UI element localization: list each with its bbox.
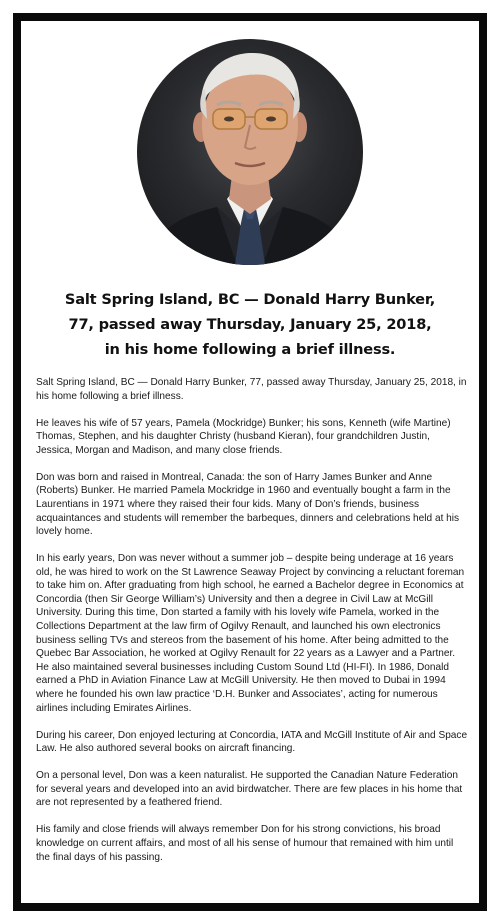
headline-line-1: Salt Spring Island, BC — Donald Harry Bunker, xyxy=(64,291,436,308)
portrait-photo-icon xyxy=(137,39,363,265)
paragraph-announcement: Salt Spring Island, BC — Donald Harry Bunker, 77, passed away Thursday, January 25, 2018, in his home following a brief illness. xyxy=(36,377,467,402)
paragraph-lecturing: During his career, Don enjoyed lecturing at Concordia, IATA and McGill Institute of Air and Space Law. He also authored several books on aircraft financing. xyxy=(36,729,468,755)
obituary-body xyxy=(36,376,468,878)
headline-line-3: in his home following a brief illness. xyxy=(104,341,396,358)
paragraph-career-history: In his early years, Don was never without a summer job – despite being underage at 16 years old, he was hired to work on the St Lawrence Seaway Project by convincing a reluctant foreman to take him on. After graduating from high school, he earned a Bachelor degree in Economics at Concordia (then Sir George William’s) University and then a degree in Civil Law at McGill University. During this time, Don started a family with his lovely wife Pamela, worked in the Collections Department at the law firm of Ogilvy Renault, and launched his own electronics business selling TVs and stereos from the basement of his home. After being admitted to the Quebec Bar Association, he worked at Ogilvy Renault for 22 years as a Lawyer and a Partner. He also maintained several businesses including Custom Sound Ltd (HI-FI). In 1986, Donald earned a PhD in Aviation Finance Law at McGill University. He then moved to Dubai in 1994 where he founded his own law practice ‘D.H. Bunker and Associates’, acting for numerous airlines including Emirates Airlines. xyxy=(36,553,465,714)
headline xyxy=(30,287,470,362)
paragraph-survivors: He leaves his wife of 57 years, Pamela (Mockridge) Bunker; his sons, Kenneth (wife Martine) Thomas, Stephen, and his daughter Christy (husband Kieran), four grandchildren Justin, Jessica, Morgan and Madison, and many close friends. xyxy=(36,417,451,456)
paragraph-remembrance: His family and close friends will always remember Don for his strong convictions, his broad knowledge on current affairs, and most of all his sense of humour that remained with him until the final days of his passing. xyxy=(36,824,454,863)
headline-line-2: 77, passed away Thursday, January 25, 2018, xyxy=(68,316,432,333)
paragraph-early-life: Don was born and raised in Montreal, Canada: the son of Harry James Bunker and Anne (Roberts) Bunker. He married Pamela Mockridge in 1960 and eventually bought a farm in the Laurentians in 1971 where they raised their four kids. Many of Don’s friends, business acquaintances and students will remember the barbeques, dinners and celebrations held at his lovely home. xyxy=(36,471,460,538)
paragraph-naturalist: On a personal level, Don was a keen naturalist. He supported the Canadian Nature Federation for several years and developed into an avid birdwatcher. There are few places in his home that are not represented by a feathered friend. xyxy=(36,770,463,809)
